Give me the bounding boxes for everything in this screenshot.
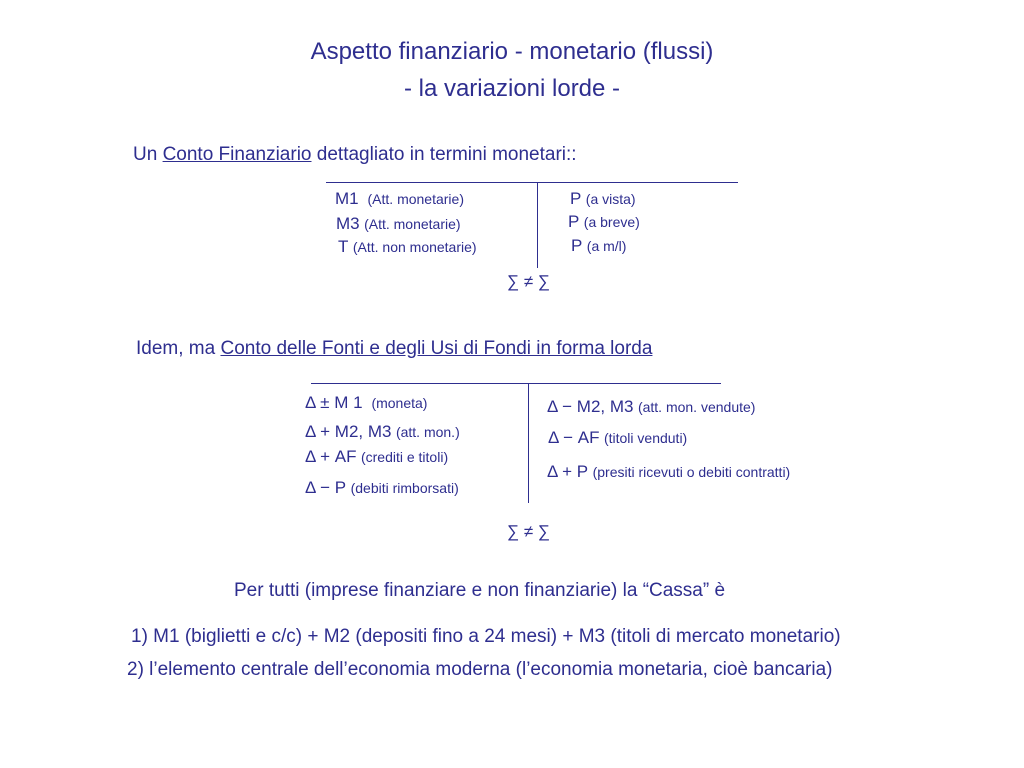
t2-left-row-3-note: (crediti e titoli) bbox=[360, 449, 449, 465]
section2-intro bbox=[136, 338, 652, 360]
conto-finanziario-link: Conto Finanziario bbox=[162, 144, 312, 165]
t1-left-row-2-note: (Att. monetarie) bbox=[364, 216, 461, 232]
t-account-1-divider bbox=[537, 182, 538, 268]
t2-left-row-1-note: (moneta) bbox=[371, 395, 428, 411]
t2-right-row-2-main: Δ − AF bbox=[548, 428, 600, 447]
t2-left-row-2-main: Δ + M2, M3 bbox=[305, 422, 392, 441]
cassa-point-1: 1) M1 (biglietti e c/c) + M2 (depositi fino a 24 mesi) + M3 (titoli di mercato monetario) bbox=[131, 626, 841, 647]
t-account-1-top-line bbox=[326, 182, 738, 183]
t1-left-row-3-note: (Att. non monetarie) bbox=[352, 239, 477, 255]
t2-left-row-2 bbox=[305, 422, 460, 442]
t1-right-row-2 bbox=[568, 212, 640, 232]
t1-right-row-3-note: (a m/l) bbox=[586, 238, 627, 254]
t1-left-row-2-main: M3 bbox=[336, 214, 360, 233]
t1-right-row-1 bbox=[570, 189, 636, 209]
t2-right-row-2 bbox=[548, 428, 687, 448]
section1-intro-prefix: Un bbox=[133, 144, 163, 165]
cassa-statement: Per tutti (imprese finanziare e non finanziarie) la “Cassa” è bbox=[234, 580, 726, 601]
t2-right-row-2-note: (titoli venduti) bbox=[603, 430, 688, 446]
t2-right-row-1-main: Δ − M2, M3 bbox=[547, 397, 634, 416]
section1-intro bbox=[133, 144, 577, 166]
t1-right-row-3-main: P bbox=[571, 236, 583, 255]
t2-left-row-3 bbox=[305, 447, 448, 467]
slide-title-line2: - la variazioni lorde - bbox=[403, 75, 621, 102]
t2-right-row-3-note: (presiti ricevuti o debiti contratti) bbox=[592, 464, 791, 480]
slide-title-line1: Aspetto finanziario - monetario (flussi) bbox=[310, 38, 714, 65]
t-account-2-top-line bbox=[311, 383, 721, 384]
t2-left-row-2-note: (att. mon.) bbox=[395, 424, 460, 440]
t2-left-row-4 bbox=[305, 478, 459, 498]
t1-left-row-2 bbox=[336, 214, 461, 234]
t2-left-row-1-main: Δ ± M 1 bbox=[305, 393, 363, 412]
t1-left-row-1-main: M1 bbox=[335, 189, 359, 208]
sigma-inequality-1: ∑ ≠ ∑ bbox=[507, 272, 551, 291]
t1-right-row-2-note: (a breve) bbox=[583, 214, 640, 230]
t1-left-row-1-note: (Att. monetarie) bbox=[367, 191, 464, 207]
t1-left-row-1 bbox=[335, 189, 464, 209]
t2-right-row-3-main: Δ + P bbox=[547, 462, 589, 481]
t1-right-row-3 bbox=[571, 236, 626, 256]
t1-right-row-1-note: (a vista) bbox=[585, 191, 636, 207]
t2-right-row-3 bbox=[547, 462, 790, 482]
t2-left-row-4-note: (debiti rimborsati) bbox=[350, 480, 459, 496]
t1-right-row-1-main: P bbox=[570, 189, 582, 208]
t1-right-row-2-main: P bbox=[568, 212, 580, 231]
t2-left-row-1 bbox=[305, 393, 427, 413]
t2-right-row-1 bbox=[547, 397, 755, 417]
conto-fonti-usi-link: Conto delle Fonti e degli Usi di Fondi in forma lorda bbox=[220, 338, 653, 359]
cassa-point-2: 2) l’elemento centrale dell’economia moderna (l’economia monetaria, cioè bancaria) bbox=[127, 659, 833, 680]
t-account-2-divider bbox=[528, 383, 529, 503]
sigma-inequality-2: ∑ ≠ ∑ bbox=[507, 522, 551, 541]
section2-intro-prefix: Idem, ma bbox=[136, 338, 221, 359]
t2-left-row-3-main: Δ + AF bbox=[305, 447, 357, 466]
t2-right-row-1-note: (att. mon. vendute) bbox=[637, 399, 756, 415]
t1-left-row-3 bbox=[338, 237, 477, 257]
t2-left-row-4-main: Δ − P bbox=[305, 478, 347, 497]
section1-intro-suffix: dettagliato in termini monetari:: bbox=[311, 144, 577, 165]
t1-left-row-3-main: T bbox=[338, 237, 349, 256]
